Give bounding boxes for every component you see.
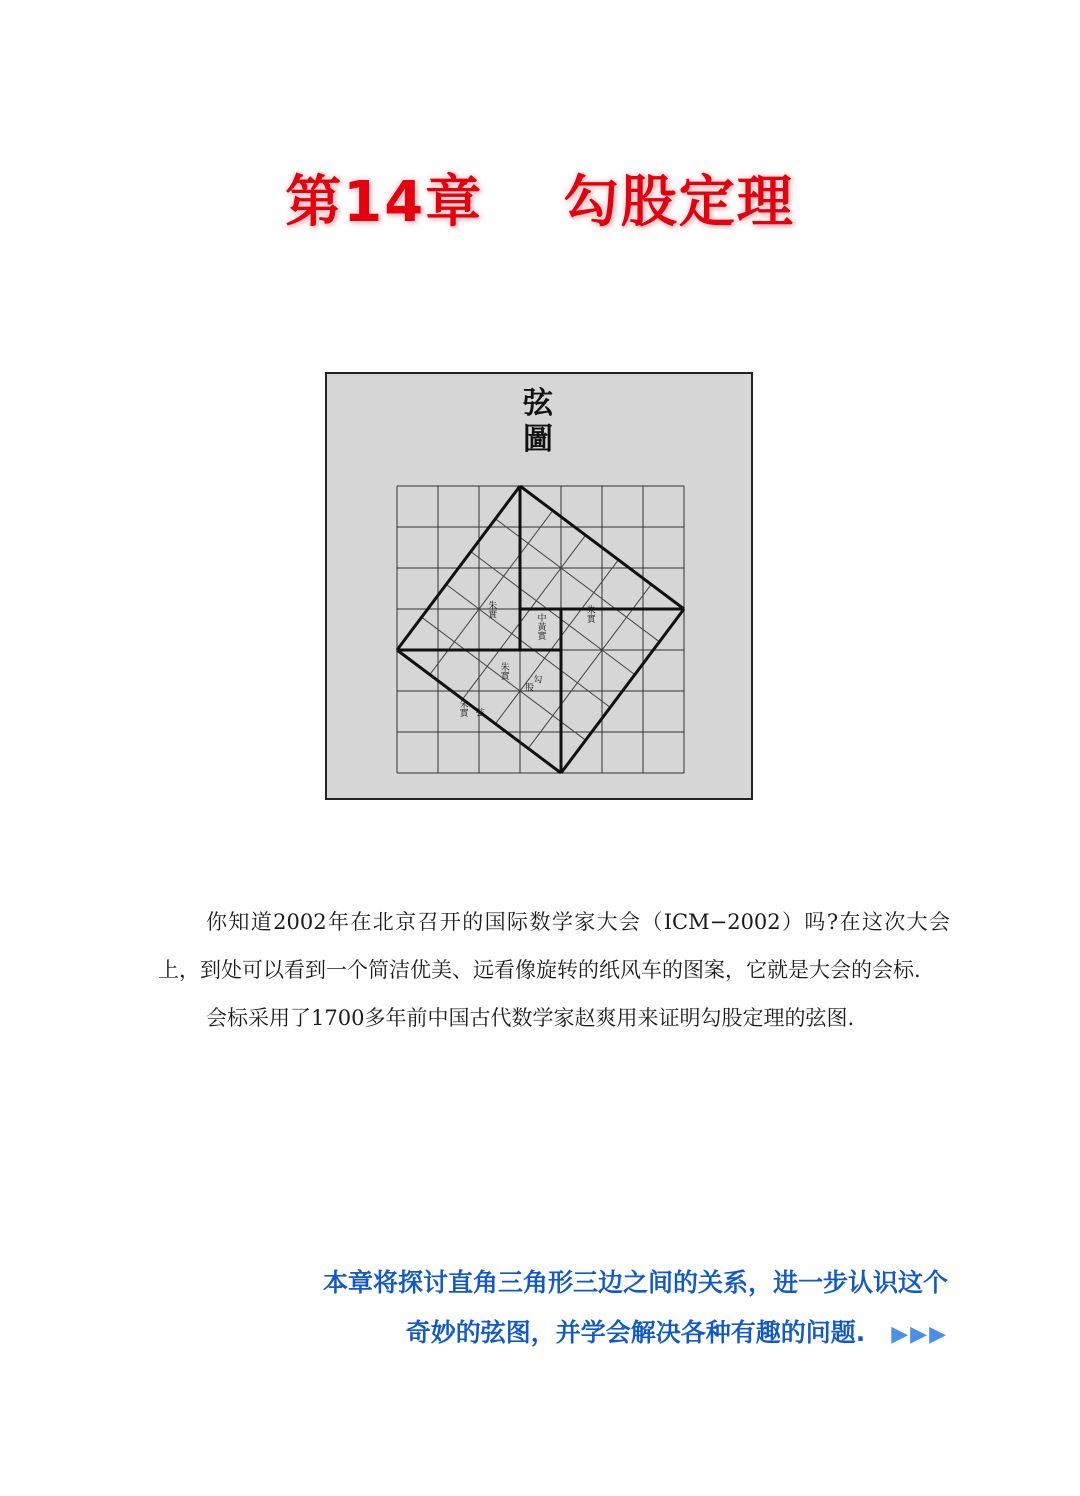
teaser-line-2-text: 奇妙的弦图，并学会解决各种有趣的问题. [405,1318,866,1347]
diagram-label: 朱實 [498,662,509,681]
chapter-teaser [208,1258,948,1360]
diagram-label: 朱實 [584,604,595,623]
intro-paragraph-2: 会标采用了1700多年前中国古代数学家赵爽用来证明勾股定理的弦图. [206,1006,855,1030]
diagram-label: 股 [523,682,534,692]
diagram-caption: 弦圖 [523,386,553,457]
xian-diagram-svg [327,374,755,802]
next-arrows-icon: ▶▶▶ [891,1322,948,1347]
diagram-label: 中黃實 [535,613,546,641]
diagram-label: 朱實 [457,699,468,718]
diagram-label: 弦 [474,707,484,717]
teaser-line-1: 本章将探讨直角三角形三边之间的关系，进一步认识这个 [322,1268,948,1297]
diagram-label: 勾 [531,674,542,684]
chapter-title: 第14章 勾股定理 [285,170,795,235]
intro-paragraph-1: 你知道2002年在北京召开的国际数学家大会（ICM−2002）吗?在这次大会上，到处可以看到一个简洁优美、远看像旋转的纸风车的图案，它就是大会的会标. [158,910,950,982]
xian-diagram-figure [325,372,753,800]
diagram-label: 朱實 [486,600,497,619]
teaser-line-2 [208,1308,948,1360]
intro-text [158,898,950,1042]
